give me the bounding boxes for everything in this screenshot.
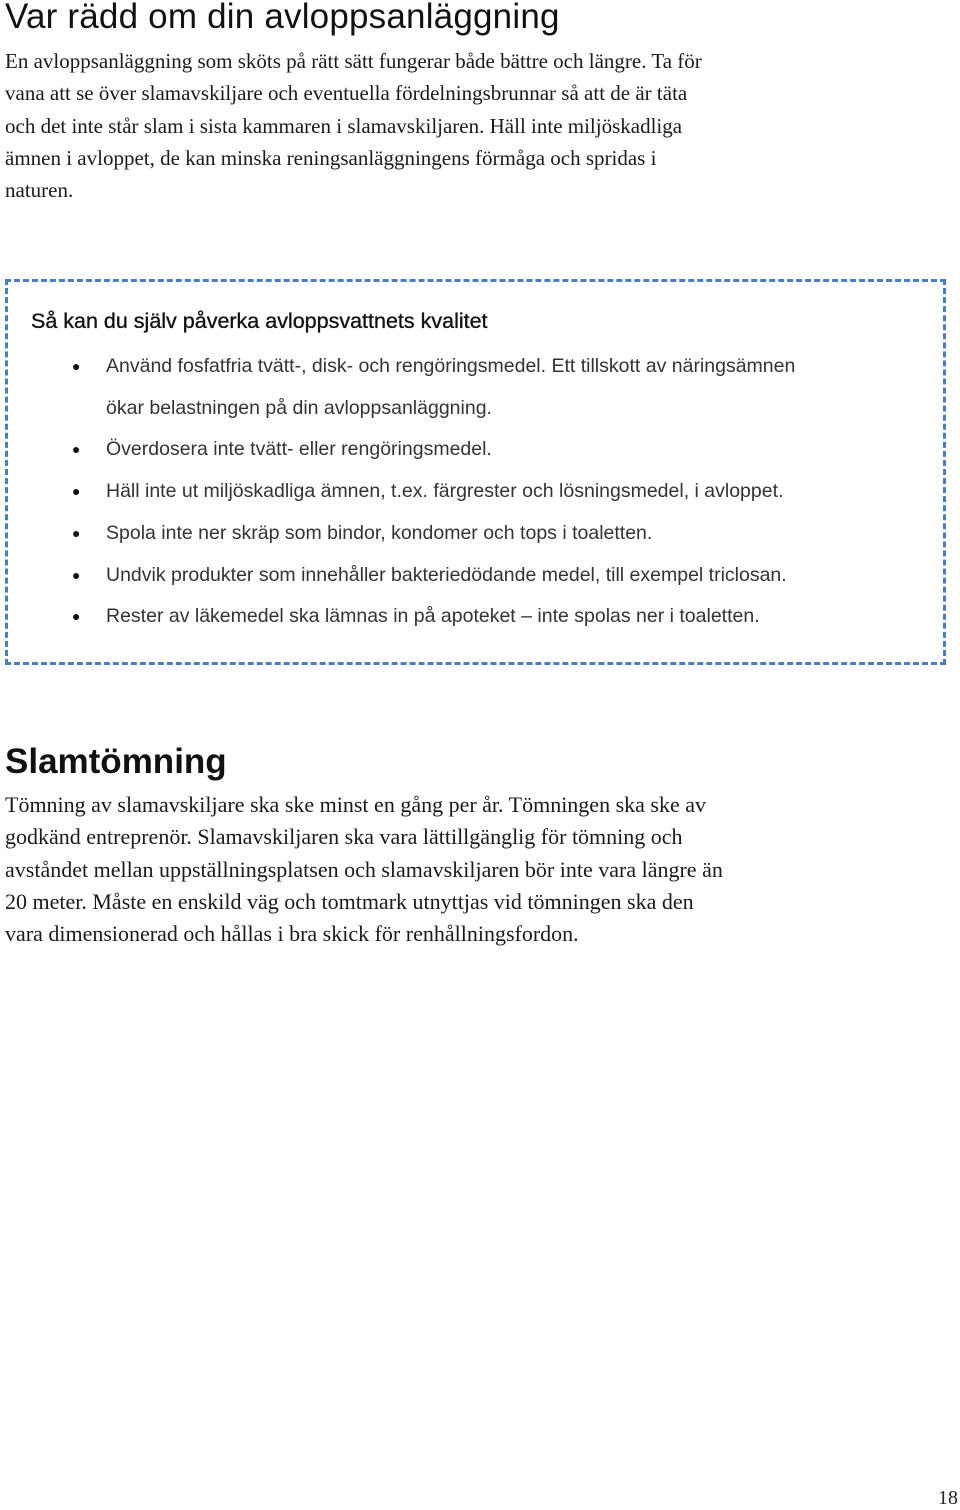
bullet-icon: ●: [72, 483, 81, 500]
bullet-icon: ●: [72, 441, 81, 458]
tip-item: [8, 429, 795, 471]
tip-text: Rester av läkemedel ska lämnas in på apoteket – inte spolas ner i toaletten.: [106, 605, 760, 628]
paragraph-line: ämnen i avloppet, de kan minska reningsanläggningens förmåga och spridas i: [5, 145, 657, 170]
paragraph-line: vana att se över slamavskiljare och eventuella fördelningsbrunnar så att de är täta: [5, 81, 688, 106]
paragraph-line: 20 meter. Måste en enskild väg och tomtmark utnyttjas vid tömningen ska den: [5, 888, 694, 914]
tip-text: Överdosera inte tvätt- eller rengöringsmedel.: [106, 438, 492, 461]
tips-box: [5, 279, 946, 665]
tip-text: Använd fosfatfria tvätt-, disk- och rengöringsmedel. Ett tillskott av näringsämnen: [106, 355, 796, 377]
section-heading-slamtomning: Slamtömning: [5, 742, 227, 781]
paragraph-line: godkänd entreprenör. Slamavskiljaren ska vara lättillgänglig för tömning och: [5, 824, 683, 850]
paragraph-line: naturen.: [5, 178, 74, 203]
paragraph-line: Tömning av slamavskiljare ska ske minst en gång per år. Tömningen ska ske av: [5, 792, 706, 817]
paragraph-line: avståndet mellan uppställningsplatsen och slamavskiljaren bör inte vara längre än: [5, 856, 723, 882]
tip-item: [8, 596, 795, 638]
tip-item: [8, 513, 795, 555]
tips-box-title: Så kan du själv påverka avloppsvattnets kvalitet: [31, 309, 488, 333]
intro-paragraph: [5, 45, 885, 206]
bullet-icon: ●: [72, 358, 81, 374]
tip-text: Undvik produkter som innehåller bakteriedödande medel, till exempel triclosan.: [106, 563, 787, 586]
slamtomning-paragraph: [5, 789, 905, 950]
paragraph-line: och det inte står slam i sista kammaren i slamavskiljaren. Häll inte miljöskadliga: [5, 113, 683, 138]
tip-item: [8, 555, 795, 597]
tip-item: [8, 346, 795, 429]
paragraph-line: vara dimensionerad och hållas i bra skick för renhållningsfordon.: [5, 921, 579, 947]
bullet-icon: ●: [72, 566, 81, 583]
tip-text-continued: ökar belastningen på din avloppsanläggning.: [106, 396, 492, 419]
section-heading-avloppsanlaggning: Var rädd om din avloppsanläggning: [5, 0, 560, 36]
bullet-icon: ●: [72, 608, 81, 625]
tip-text: Häll inte ut miljöskadliga ämnen, t.ex. färgrester och lösningsmedel, i avloppet.: [106, 480, 784, 503]
tips-list: [8, 346, 795, 638]
bullet-icon: ●: [72, 524, 81, 541]
page-number: 18: [938, 1487, 958, 1509]
tip-text: Spola inte ner skräp som bindor, kondomer och tops i toaletten.: [106, 521, 653, 544]
tip-item: [8, 471, 795, 513]
paragraph-line: En avloppsanläggning som sköts på rätt sätt fungerar både bättre och längre. Ta för: [5, 49, 702, 73]
